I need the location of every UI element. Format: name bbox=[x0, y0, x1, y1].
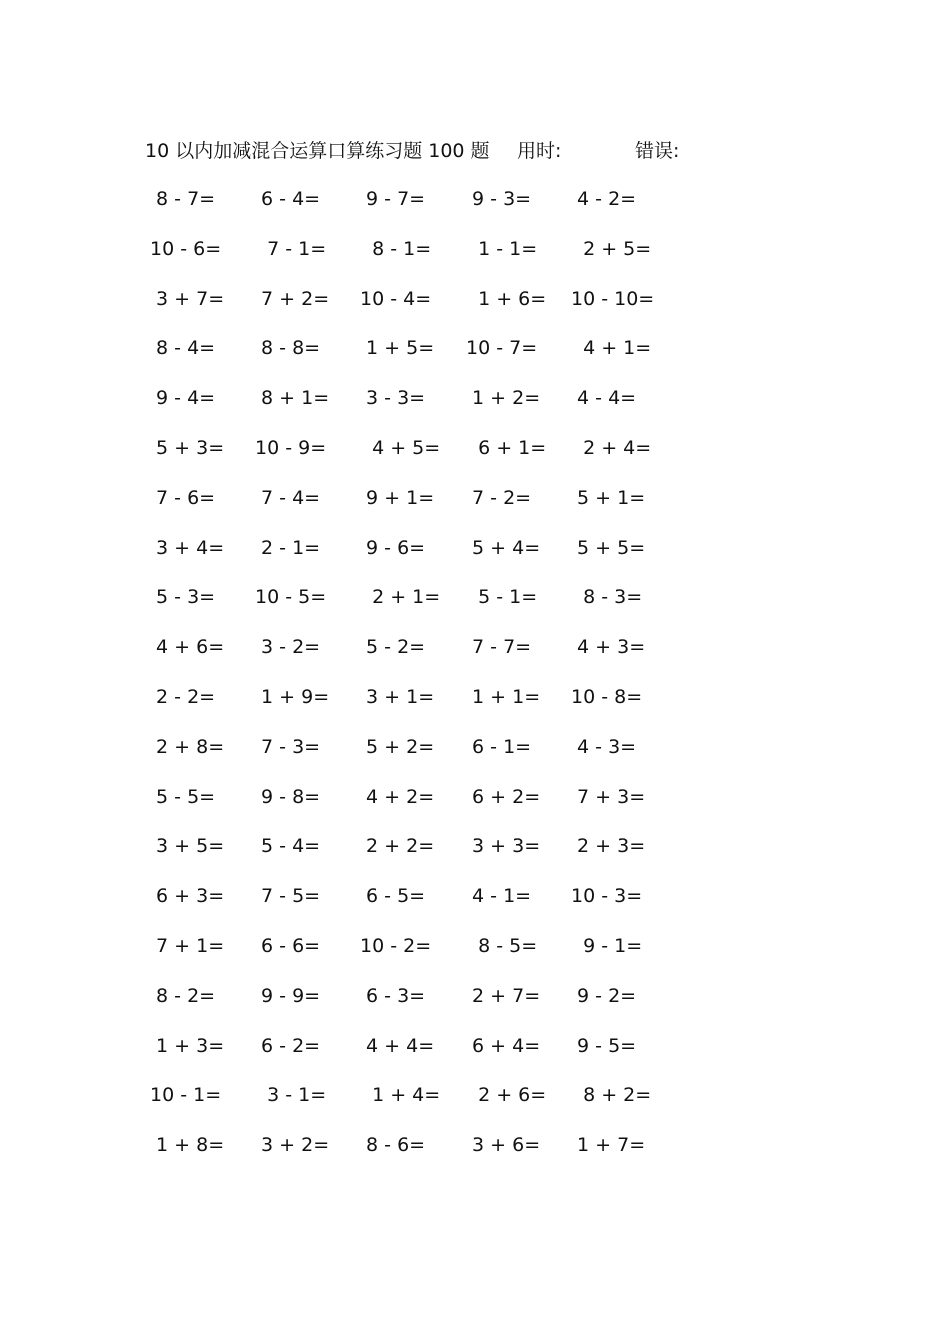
problem-item: 7 - 7= bbox=[466, 636, 532, 659]
problem-item: 3 + 6= bbox=[466, 1134, 541, 1157]
problem-item: 6 + 1= bbox=[466, 436, 547, 459]
problem-item: 3 + 3= bbox=[466, 835, 541, 858]
problem-row bbox=[150, 234, 710, 284]
problem-item: 10 - 3= bbox=[571, 885, 643, 908]
problem-item: 4 - 4= bbox=[571, 387, 637, 410]
problem-item: 4 - 3= bbox=[571, 735, 637, 758]
problem-row bbox=[150, 931, 710, 981]
problem-item: 9 - 3= bbox=[466, 188, 532, 210]
problem-item: 8 - 7= bbox=[150, 188, 216, 210]
problem-item: 8 - 5= bbox=[466, 934, 538, 957]
problem-item: 9 + 1= bbox=[360, 486, 435, 509]
problem-item: 5 + 4= bbox=[466, 536, 541, 559]
problem-item: 6 - 2= bbox=[255, 1034, 321, 1057]
problem-item: 3 - 2= bbox=[255, 636, 321, 659]
problem-item: 4 + 4= bbox=[360, 1034, 435, 1057]
problem-item: 7 + 1= bbox=[150, 934, 225, 957]
problem-item: 2 + 3= bbox=[571, 835, 646, 858]
problem-item: 1 + 8= bbox=[150, 1134, 225, 1157]
problem-item: 10 - 7= bbox=[466, 337, 538, 360]
problem-item: 8 - 1= bbox=[360, 237, 432, 260]
problem-item: 2 + 8= bbox=[150, 735, 225, 758]
problem-item: 1 + 7= bbox=[571, 1134, 646, 1157]
problem-item: 6 + 4= bbox=[466, 1034, 541, 1057]
problem-item: 1 + 2= bbox=[466, 387, 541, 410]
problem-item: 2 + 5= bbox=[571, 237, 652, 260]
problem-row bbox=[150, 483, 710, 533]
problem-row bbox=[150, 1080, 710, 1130]
problem-item: 3 + 1= bbox=[360, 685, 435, 708]
problem-item: 4 + 2= bbox=[360, 785, 435, 808]
problem-item: 10 - 2= bbox=[360, 934, 432, 957]
problem-item: 9 - 8= bbox=[255, 785, 321, 808]
problem-row bbox=[150, 881, 710, 931]
problem-item: 3 + 7= bbox=[150, 287, 225, 310]
problem-item: 8 - 4= bbox=[150, 337, 216, 360]
problem-item: 5 + 2= bbox=[360, 735, 435, 758]
problem-item: 1 - 1= bbox=[466, 237, 538, 260]
problem-item: 6 - 5= bbox=[360, 885, 426, 908]
problem-item: 6 - 3= bbox=[360, 984, 426, 1007]
problem-item: 5 - 1= bbox=[466, 586, 538, 609]
problem-item: 1 + 6= bbox=[466, 287, 547, 310]
problem-row bbox=[150, 981, 710, 1031]
problem-row bbox=[150, 533, 710, 583]
problem-item: 7 + 2= bbox=[255, 287, 330, 310]
problem-item: 2 + 6= bbox=[466, 1084, 547, 1107]
problem-row bbox=[150, 433, 710, 483]
problem-item: 8 + 2= bbox=[571, 1084, 652, 1107]
problem-item: 10 - 4= bbox=[360, 287, 432, 310]
problem-item: 2 + 4= bbox=[571, 436, 652, 459]
problem-item: 5 - 4= bbox=[255, 835, 321, 858]
problem-item: 7 + 3= bbox=[571, 785, 646, 808]
problem-item: 4 + 5= bbox=[360, 436, 441, 459]
problem-row bbox=[150, 1031, 710, 1081]
problem-item: 5 - 3= bbox=[150, 586, 216, 609]
problem-item: 7 - 2= bbox=[466, 486, 532, 509]
problem-grid bbox=[150, 184, 710, 1180]
problem-item: 3 - 3= bbox=[360, 387, 426, 410]
problem-item: 8 - 3= bbox=[571, 586, 643, 609]
problem-item: 9 - 5= bbox=[571, 1034, 637, 1057]
problem-item: 1 + 4= bbox=[360, 1084, 441, 1107]
problem-item: 1 + 5= bbox=[360, 337, 435, 360]
problem-item: 5 - 2= bbox=[360, 636, 426, 659]
problem-item: 10 - 1= bbox=[150, 1084, 222, 1107]
problem-item: 10 - 10= bbox=[571, 287, 655, 310]
problem-item: 2 - 2= bbox=[150, 685, 216, 708]
problem-row bbox=[150, 732, 710, 782]
problem-item: 5 - 5= bbox=[150, 785, 216, 808]
problem-row bbox=[150, 831, 710, 881]
problem-item: 10 - 8= bbox=[571, 685, 643, 708]
problem-row bbox=[150, 582, 710, 632]
problem-item: 7 - 5= bbox=[255, 885, 321, 908]
problem-row bbox=[150, 782, 710, 832]
problem-item: 7 - 1= bbox=[255, 237, 327, 260]
problem-item: 4 + 3= bbox=[571, 636, 646, 659]
problem-row bbox=[150, 632, 710, 682]
problem-item: 6 + 2= bbox=[466, 785, 541, 808]
problem-item: 4 - 1= bbox=[466, 885, 532, 908]
problem-item: 2 + 2= bbox=[360, 835, 435, 858]
problem-item: 6 - 4= bbox=[255, 188, 321, 210]
problem-item: 5 + 3= bbox=[150, 436, 225, 459]
problem-row bbox=[150, 383, 710, 433]
worksheet-title: 10 以内加减混合运算口算练习题 100 题 bbox=[145, 140, 490, 162]
problem-item: 2 - 1= bbox=[255, 536, 321, 559]
problem-item: 1 + 9= bbox=[255, 685, 330, 708]
problem-item: 5 + 1= bbox=[571, 486, 646, 509]
problem-item: 8 - 8= bbox=[255, 337, 321, 360]
problem-item: 9 - 1= bbox=[571, 934, 643, 957]
problem-item: 4 - 2= bbox=[571, 188, 637, 210]
problem-item: 5 + 5= bbox=[571, 536, 646, 559]
problem-item: 2 + 1= bbox=[360, 586, 441, 609]
problem-row bbox=[150, 184, 710, 234]
problem-item: 3 + 2= bbox=[255, 1134, 330, 1157]
problem-item: 4 + 6= bbox=[150, 636, 225, 659]
problem-item: 9 - 6= bbox=[360, 536, 426, 559]
problem-item: 9 - 9= bbox=[255, 984, 321, 1007]
problem-item: 10 - 6= bbox=[150, 237, 222, 260]
time-used-label: 用时: bbox=[517, 140, 562, 162]
problem-item: 9 - 7= bbox=[360, 188, 426, 210]
problem-item: 3 + 5= bbox=[150, 835, 225, 858]
problem-item: 8 + 1= bbox=[255, 387, 330, 410]
problem-item: 6 - 6= bbox=[255, 934, 321, 957]
problem-item: 1 + 1= bbox=[466, 685, 541, 708]
problem-item: 10 - 9= bbox=[255, 436, 327, 459]
problem-item: 3 + 4= bbox=[150, 536, 225, 559]
problem-item: 9 - 2= bbox=[571, 984, 637, 1007]
problem-item: 4 + 1= bbox=[571, 337, 652, 360]
problem-item: 8 - 2= bbox=[150, 984, 216, 1007]
problem-item: 2 + 7= bbox=[466, 984, 541, 1007]
error-count-label: 错误: bbox=[635, 140, 680, 162]
problem-item: 8 - 6= bbox=[360, 1134, 426, 1157]
problem-item: 7 - 6= bbox=[150, 486, 216, 509]
problem-item: 10 - 5= bbox=[255, 586, 327, 609]
problem-row bbox=[150, 682, 710, 732]
problem-item: 7 - 4= bbox=[255, 486, 321, 509]
problem-row bbox=[150, 284, 710, 334]
problem-item: 3 - 1= bbox=[255, 1084, 327, 1107]
problem-item: 6 + 3= bbox=[150, 885, 225, 908]
problem-item: 1 + 3= bbox=[150, 1034, 225, 1057]
problem-row bbox=[150, 1130, 710, 1180]
problem-item: 7 - 3= bbox=[255, 735, 321, 758]
problem-item: 9 - 4= bbox=[150, 387, 216, 410]
problem-row bbox=[150, 333, 710, 383]
problem-item: 6 - 1= bbox=[466, 735, 532, 758]
